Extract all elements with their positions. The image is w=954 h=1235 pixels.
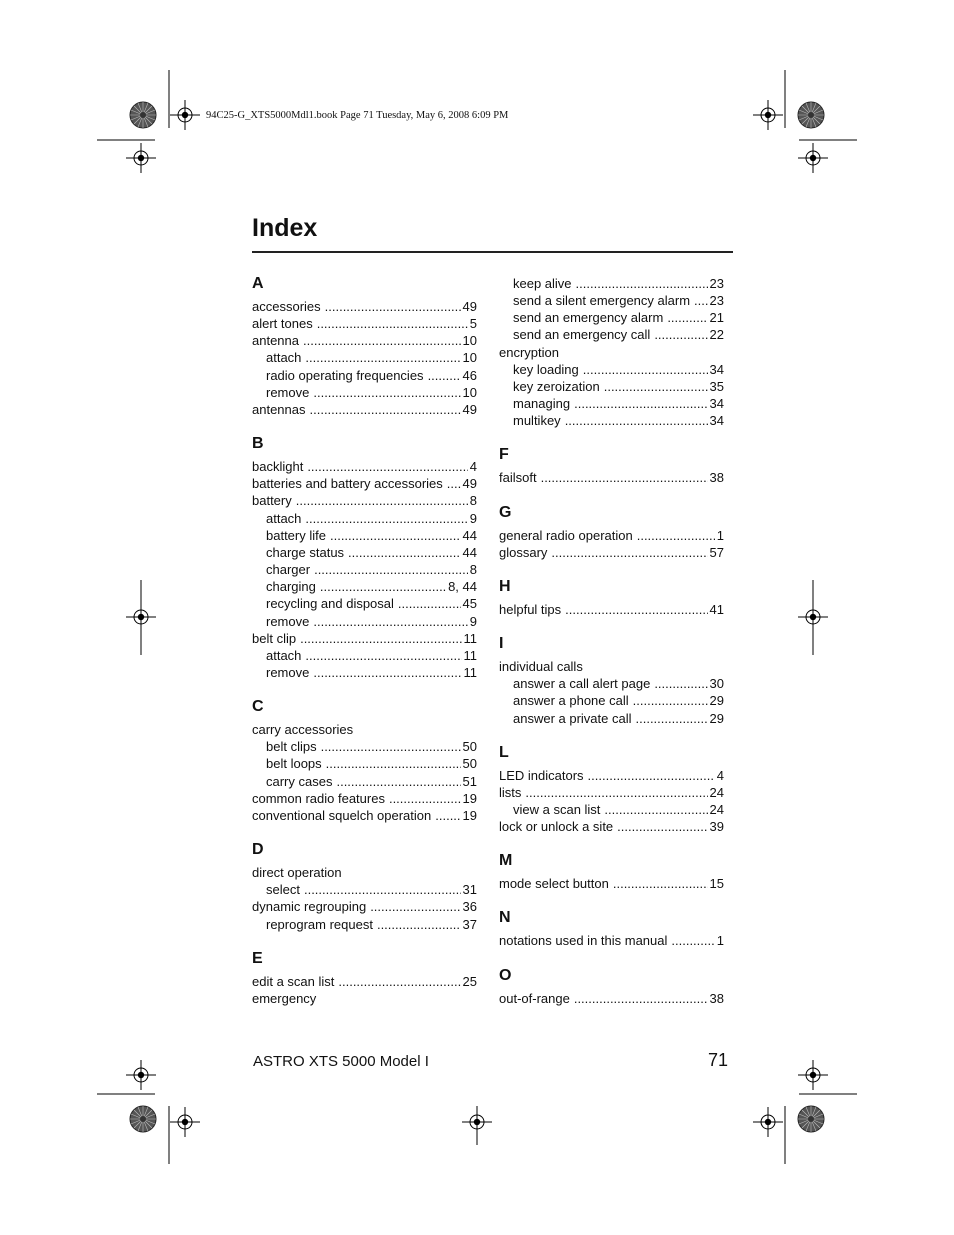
index-subentry (252, 613, 477, 630)
entry-page: 34 (709, 361, 724, 377)
entry-page: 19 (462, 790, 477, 806)
entry-page: 44 (462, 527, 477, 543)
entry-term: send a silent emergency alarm (513, 293, 691, 309)
entry-page: 11 (463, 664, 477, 680)
entry-page: 1 (716, 527, 724, 543)
index-section (499, 967, 724, 1007)
section-letter: E (252, 949, 263, 967)
dot-leader (317, 315, 468, 332)
entry-page: 38 (709, 470, 724, 486)
dot-leader (428, 367, 461, 384)
dot-leader (617, 818, 707, 835)
index-section (252, 275, 477, 418)
entry-term: charge status (266, 544, 345, 560)
index-subentry (499, 710, 724, 727)
index-subentry (499, 275, 724, 292)
index-section (499, 744, 724, 836)
entry-term: alert tones (252, 316, 313, 332)
dot-leader (637, 527, 715, 544)
dot-leader (296, 492, 468, 509)
dot-leader (604, 801, 707, 818)
dot-leader (551, 544, 707, 561)
entry-term: answer a phone call (513, 693, 629, 709)
entry-term: antenna (252, 333, 299, 349)
index-section (499, 446, 724, 486)
index-entry (499, 784, 724, 801)
entry-term: keep alive (513, 276, 572, 291)
entry-page: 39 (709, 819, 724, 835)
entry-term: belt clip (252, 630, 297, 646)
dot-leader (565, 601, 707, 618)
entry-term: recycling and disposal (266, 596, 394, 612)
footer-title: ASTRO XTS 5000 Model I (253, 1053, 429, 1070)
entry-term: attach (266, 647, 302, 663)
section-letter: G (499, 503, 512, 521)
index-entry (252, 898, 477, 915)
dot-leader (307, 458, 467, 475)
index-entry (252, 475, 477, 492)
index-section (499, 909, 724, 949)
dot-leader (370, 898, 460, 915)
entry-page: 49 (462, 299, 477, 314)
section-letter: N (499, 909, 511, 927)
dot-leader (667, 309, 707, 326)
index-entry (499, 601, 724, 618)
entry-term: direct operation (252, 865, 342, 881)
dot-leader (694, 292, 708, 309)
entry-term: radio operating frequencies (266, 367, 424, 383)
index-subentry (252, 527, 477, 544)
dot-leader (330, 527, 461, 544)
index-section (252, 435, 477, 681)
entry-page: 10 (462, 384, 477, 400)
index-section (499, 504, 724, 561)
dot-leader (447, 475, 461, 492)
dot-leader (525, 784, 707, 801)
index-entry (252, 864, 477, 881)
entry-page: 29 (709, 710, 724, 726)
dot-leader (313, 664, 461, 681)
entry-page: 41 (709, 601, 724, 617)
entry-term: helpful tips (499, 601, 562, 617)
entry-term: notations used in this manual (499, 933, 668, 949)
dot-leader (583, 361, 708, 378)
dot-leader (574, 395, 707, 412)
entry-term: accessories (252, 299, 321, 314)
entry-term: battery (252, 493, 292, 509)
entry-page: 24 (709, 801, 724, 817)
index-entry (252, 630, 477, 647)
dot-leader (435, 807, 460, 824)
entry-term: batteries and battery accessories (252, 476, 443, 492)
entry-term: general radio operation (499, 527, 633, 543)
dot-leader (389, 790, 461, 807)
entry-term: managing (513, 396, 571, 412)
entry-term: carry cases (266, 773, 333, 789)
entry-page: 46 (462, 367, 477, 383)
section-letter: D (252, 841, 264, 859)
entry-page: 38 (709, 990, 724, 1006)
index-entry (499, 469, 724, 486)
dot-leader (336, 773, 460, 790)
index-subentry (252, 578, 477, 595)
entry-page: 44 (462, 544, 477, 560)
entry-page: 11 (463, 630, 477, 646)
index-subentry (499, 395, 724, 412)
section-letter: C (252, 698, 264, 716)
index-subentry (252, 881, 477, 898)
index-subentry (252, 664, 477, 681)
entry-page: 31 (462, 882, 477, 898)
entry-term: battery life (266, 527, 326, 543)
dot-leader (541, 469, 708, 486)
entry-page: 4 (716, 767, 724, 783)
entry-page: 49 (462, 476, 477, 492)
entry-page: 10 (462, 333, 477, 349)
section-letter: M (499, 852, 513, 870)
entry-term: lock or unlock a site (499, 819, 614, 835)
index-subentry (499, 361, 724, 378)
index-subentry (499, 309, 724, 326)
index-entry (499, 544, 724, 561)
entry-term: encryption (499, 344, 559, 360)
dot-leader (300, 630, 461, 647)
entry-page: 35 (709, 378, 724, 394)
entry-term: remove (266, 384, 310, 400)
dot-leader (305, 647, 461, 664)
entry-term: lists (499, 784, 522, 800)
entry-page: 34 (709, 413, 724, 429)
entry-page: 5 (469, 316, 477, 332)
index-subentry (252, 544, 477, 561)
entry-term: key zeroization (513, 378, 600, 394)
entry-page: 15 (709, 876, 724, 892)
index-entry (252, 973, 477, 990)
dot-leader (320, 578, 446, 595)
entry-page: 9 (469, 510, 477, 526)
entry-page: 49 (462, 401, 477, 417)
section-letter: O (499, 966, 512, 984)
index-subentry (252, 561, 477, 578)
index-column-right (499, 275, 724, 1024)
entry-term: LED indicators (499, 767, 584, 783)
entry-term: carry accessories (252, 722, 354, 738)
index-entry (252, 492, 477, 509)
index-column-left (252, 275, 477, 1024)
entry-page: 8, 44 (448, 579, 477, 595)
dot-leader (636, 710, 708, 727)
index-entry (499, 767, 724, 784)
dot-leader (588, 767, 715, 784)
index-entry (499, 990, 724, 1007)
entry-term: glossary (499, 544, 548, 560)
dot-leader (304, 881, 461, 898)
dot-leader (313, 384, 460, 401)
dot-leader (604, 378, 708, 395)
entry-page: 37 (462, 916, 477, 932)
index-subentry (252, 773, 477, 790)
entry-term: key loading (513, 361, 579, 377)
entry-page: 34 (709, 396, 724, 412)
entry-term: dynamic regrouping (252, 899, 367, 915)
entry-term: out-of-range (499, 990, 570, 1006)
entry-term: select (266, 882, 300, 898)
dot-leader (654, 326, 707, 343)
entry-term: belt loops (266, 756, 322, 772)
section-letter: H (499, 577, 511, 595)
index-entry (252, 807, 477, 824)
entry-term: belt clips (266, 739, 317, 755)
dot-leader (565, 412, 708, 429)
entry-page: 1 (716, 933, 724, 949)
index-subentry (252, 755, 477, 772)
entry-term: reprogram request (266, 916, 373, 932)
index-entry (499, 932, 724, 949)
index-entry (499, 527, 724, 544)
index-entry (252, 332, 477, 349)
entry-term: common radio features (252, 790, 385, 806)
dot-leader (325, 298, 461, 315)
entry-term: edit a scan list (252, 973, 335, 989)
entry-page: 11 (463, 647, 477, 663)
index-subentry (499, 412, 724, 429)
dot-leader (310, 401, 461, 418)
index-entry (499, 818, 724, 835)
index-subentry (499, 292, 724, 309)
entry-page: 10 (462, 350, 477, 366)
index-section (499, 852, 724, 892)
section-letter: A (252, 275, 264, 292)
title-rule (252, 251, 733, 253)
dot-leader (633, 692, 708, 709)
index-entry (252, 401, 477, 418)
index-entry (499, 344, 724, 361)
index-subentry (252, 349, 477, 366)
print-slug: 94C25-G_XTS5000Mdl1.book Page 71 Tuesday, May 6, 2008 6:09 PM (206, 110, 509, 121)
index-subentry (499, 675, 724, 692)
dot-leader (305, 510, 467, 527)
page-title: Index (252, 214, 318, 242)
index-subentry (252, 916, 477, 933)
entry-term: antennas (252, 401, 306, 417)
index-subentry (252, 510, 477, 527)
entry-term: backlight (252, 459, 304, 475)
entry-page: 50 (462, 739, 477, 755)
entry-term: individual calls (499, 659, 583, 675)
entry-page: 25 (462, 973, 477, 989)
entry-page: 4 (469, 459, 477, 475)
entry-term: send an emergency alarm (513, 310, 664, 326)
dot-leader (377, 916, 461, 933)
entry-term: answer a private call (513, 710, 632, 726)
entry-term: attach (266, 350, 302, 366)
entry-page: 45 (462, 596, 477, 612)
index-section (499, 275, 724, 429)
index-subentry (252, 738, 477, 755)
entry-term: conventional squelch operation (252, 807, 432, 823)
entry-page: 24 (709, 784, 724, 800)
section-letter: L (499, 743, 509, 761)
section-letter: I (499, 635, 504, 653)
entry-page: 51 (462, 773, 477, 789)
dot-leader (671, 932, 714, 949)
entry-term: attach (266, 510, 302, 526)
index-subentry (499, 326, 724, 343)
index-subentry (252, 384, 477, 401)
entry-term: charger (266, 562, 311, 578)
index-subentry (499, 801, 724, 818)
dot-leader (314, 561, 468, 578)
index-subentry (252, 595, 477, 612)
index-section (499, 578, 724, 618)
entry-page: 57 (709, 544, 724, 560)
index-entry (252, 721, 477, 738)
index-entry (252, 790, 477, 807)
entry-page: 50 (462, 756, 477, 772)
index-entry (499, 875, 724, 892)
entry-term: answer a call alert page (513, 676, 651, 692)
entry-term: emergency (252, 990, 317, 1006)
index-entry (252, 315, 477, 332)
entry-term: view a scan list (513, 801, 601, 817)
entry-term: remove (266, 613, 310, 629)
dot-leader (613, 875, 708, 892)
entry-page: 29 (709, 693, 724, 709)
entry-term: charging (266, 579, 316, 595)
dot-leader (303, 332, 461, 349)
index-entry (252, 990, 477, 1007)
entry-page: 23 (709, 276, 724, 291)
index-section (252, 698, 477, 824)
entry-term: remove (266, 664, 310, 680)
entry-term: mode select button (499, 876, 609, 892)
entry-page: 9 (469, 613, 477, 629)
index-entry (499, 658, 724, 675)
entry-term: multikey (513, 413, 561, 429)
entry-page: 19 (462, 807, 477, 823)
index-subentry (252, 367, 477, 384)
dot-leader (326, 755, 461, 772)
dot-leader (305, 349, 460, 366)
dot-leader (348, 544, 460, 561)
index-entry (252, 298, 477, 315)
entry-page: 22 (709, 327, 724, 343)
index-subentry (252, 647, 477, 664)
index-section (252, 950, 477, 1007)
dot-leader (338, 973, 460, 990)
dot-leader (321, 738, 461, 755)
entry-page: 21 (709, 310, 724, 326)
entry-term: failsoft (499, 470, 537, 486)
entry-page: 8 (469, 493, 477, 509)
page-number: 71 (708, 1050, 729, 1070)
index-entry (252, 458, 477, 475)
dot-leader (313, 613, 467, 630)
section-letter: F (499, 446, 509, 464)
entry-page: 30 (709, 676, 724, 692)
entry-page: 8 (469, 562, 477, 578)
index-section (499, 635, 724, 727)
dot-leader (574, 990, 708, 1007)
entry-page: 23 (709, 293, 724, 309)
entry-term: send an emergency call (513, 327, 651, 343)
index-subentry (499, 692, 724, 709)
dot-leader (654, 675, 707, 692)
dot-leader (576, 275, 708, 292)
index-subentry (499, 378, 724, 395)
entry-page: 36 (462, 899, 477, 915)
section-letter: B (252, 435, 264, 453)
dot-leader (398, 595, 461, 612)
index-section (252, 841, 477, 933)
